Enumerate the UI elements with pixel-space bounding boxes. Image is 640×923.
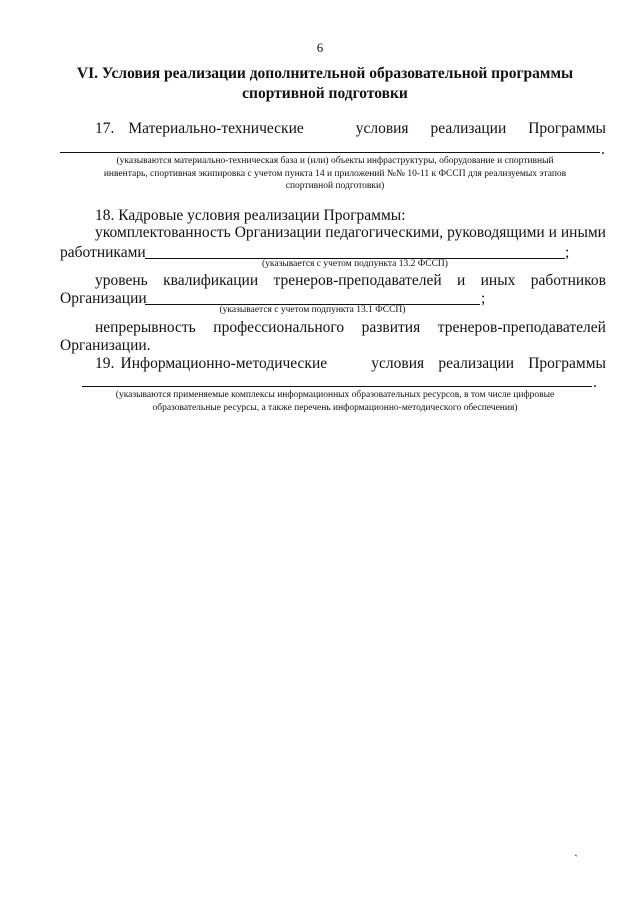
qualification-word-6: работников: [530, 272, 606, 289]
item-19-word-2: условия: [371, 355, 425, 372]
item-17-word-4: Программы: [528, 120, 606, 137]
staffing-word-1: укомплектованность: [95, 224, 231, 241]
item-18-development-line: [95, 318, 606, 338]
development-word-3: развития: [361, 319, 421, 336]
qualification-word-3: тренеров-преподавателей: [273, 272, 442, 289]
development-word-2: профессионального: [213, 319, 345, 336]
section-title: [60, 64, 590, 104]
corner-mark: `: [574, 852, 578, 866]
staffing-word-4: руководящими: [447, 224, 545, 241]
item-17-end-mark: .: [601, 141, 605, 158]
item-18-qualification-line: [95, 271, 606, 291]
qualification-end-mark: ;: [481, 290, 486, 307]
item-17-fill-line[interactable]: [60, 152, 600, 153]
page-number: 6: [316, 40, 324, 55]
item-17-word-1: Материально-технические: [128, 120, 304, 137]
item-19-word-1: Информационно-методические: [120, 355, 328, 372]
qualification-note: (указывается с учетом подпункта 13.1 ФССП): [219, 305, 406, 315]
item-19-word-3: реализации: [438, 355, 515, 372]
item-17-note-line-2: инвентарь, спортивная экипировка с учетом пункта 14 и приложений №№ 10-11 к ФССП для реализуемых этапов: [103, 168, 567, 179]
staffing-end-mark: ;: [565, 244, 570, 261]
item-17-word-3: реализации: [430, 120, 507, 137]
staffing-word-5: и: [548, 224, 557, 241]
item-19-note: [70, 389, 600, 414]
section-title-line-1: VI. Условия реализации дополнительной образовательной программы: [76, 65, 574, 82]
development-word-4: тренеров-преподавателей: [437, 319, 606, 336]
item-19-heading: [95, 354, 606, 374]
staffing-word-6: иными: [560, 224, 606, 241]
item-19-note-line-1: (указываются применяемые комплексы информационных образовательных ресурсов, в том числе цифровые: [115, 390, 555, 400]
qualification-word-5: иных: [480, 272, 516, 289]
staffing-word-2: Организации: [234, 224, 322, 241]
section-title-line-2: спортивной подготовки: [242, 85, 408, 102]
development-end-word: Организации.: [60, 337, 151, 354]
item-19-word-4: Программы: [528, 355, 606, 372]
item-17-word-2: условия: [355, 120, 409, 137]
qualification-word-4: и: [457, 272, 466, 289]
qualification-word-1: уровень: [95, 272, 148, 289]
item-19-fill-line[interactable]: [82, 386, 592, 387]
qualification-word-2: квалификации: [163, 272, 259, 289]
development-word-1: непрерывность: [95, 319, 196, 336]
item-17-note: [60, 155, 610, 193]
staffing-word-3: педагогическими,: [325, 224, 444, 241]
item-17-note-line-3: спортивной подготовки): [285, 181, 385, 191]
item-19-end-mark: .: [593, 374, 597, 391]
item-18-staffing-line: [95, 223, 606, 243]
item-18-heading: 18. Кадровые условия реализации Программы:: [95, 207, 406, 224]
item-17-number: 17.: [95, 120, 115, 137]
item-19-note-line-2: образовательные ресурсы, а также перечень информационно-методического обеспечения): [152, 402, 518, 413]
qualification-end-word: Организации: [60, 290, 147, 307]
item-17-note-line-1: (указываются материально-техническая база и (или) объекты инфраструктуры, оборудование и спортивный: [116, 156, 554, 166]
item-17-heading: [95, 119, 606, 139]
staffing-note: (указывается с учетом подпункта 13.2 ФССП): [262, 259, 448, 269]
item-19-number: 19.: [95, 355, 115, 372]
staffing-end-word: работниками: [60, 244, 146, 261]
